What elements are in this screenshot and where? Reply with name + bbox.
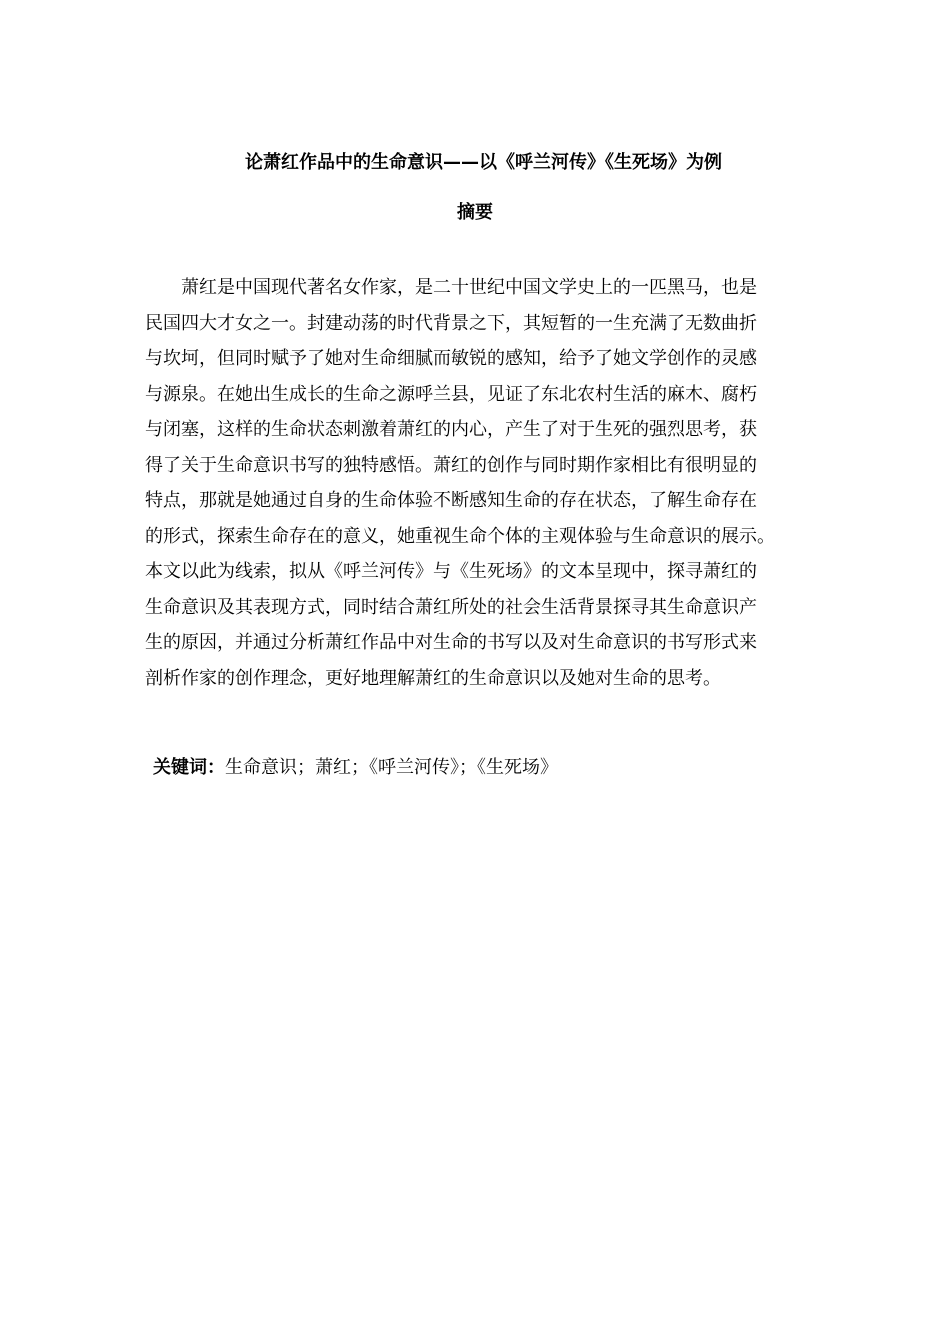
abstract-line: 与坎坷，但同时赋予了她对生命细腻而敏锐的感知，给予了她文学创作的灵感 — [145, 348, 757, 369]
abstract-line: 萧红是中国现代著名女作家，是二十世纪中国文学史上的一匹黑马，也是 — [181, 277, 757, 298]
abstract-line: 剖析作家的创作理念，更好地理解萧红的生命意识以及她对生命的思考。 — [145, 667, 721, 689]
abstract-line: 与源泉。在她出生成长的生命之源呼兰县，见证了东北农村生活的麻木、腐朽 — [145, 383, 757, 405]
abstract-line: 民国四大才女之一。封建动荡的时代背景之下，其短暂的一生充满了无数曲折 — [145, 312, 757, 334]
keywords-text: 生命意识；萧红；《呼兰河传》；《生死场》 — [225, 757, 558, 778]
abstract-line: 生命意识及其表现方式，同时结合萧红所处的社会生活背景探寻其生命意识产 — [145, 596, 757, 618]
abstract-line: 本文以此为线索，拟从《呼兰河传》与《生死场》的文本呈现中，探寻萧红的 — [145, 561, 757, 582]
abstract-line: 生的原因，并通过分析萧红作品中对生命的书写以及对生命意识的书写形式来 — [145, 632, 757, 653]
abstract-body — [145, 270, 825, 696]
abstract-line: 的形式，探索生命存在的意义，她重视生命个体的主观体验与生命意识的展示。 — [145, 525, 775, 547]
abstract-line: 特点，那就是她通过自身的生命体验不断感知生命的存在状态，了解生命存在 — [145, 490, 757, 511]
keywords-label: 关键词： — [153, 757, 225, 778]
abstract-heading: 摘要 — [457, 202, 493, 223]
paper-title: 论萧红作品中的生命意识——以《呼兰河传》《生死场》为例 — [245, 152, 722, 173]
keywords-line — [153, 756, 558, 780]
abstract-line: 与闭塞，这样的生命状态刺激着萧红的内心，产生了对于生死的强烈思考，获 — [145, 419, 757, 440]
abstract-line: 得了关于生命意识书写的独特感悟。萧红的创作与同时期作家相比有很明显的 — [145, 454, 757, 476]
